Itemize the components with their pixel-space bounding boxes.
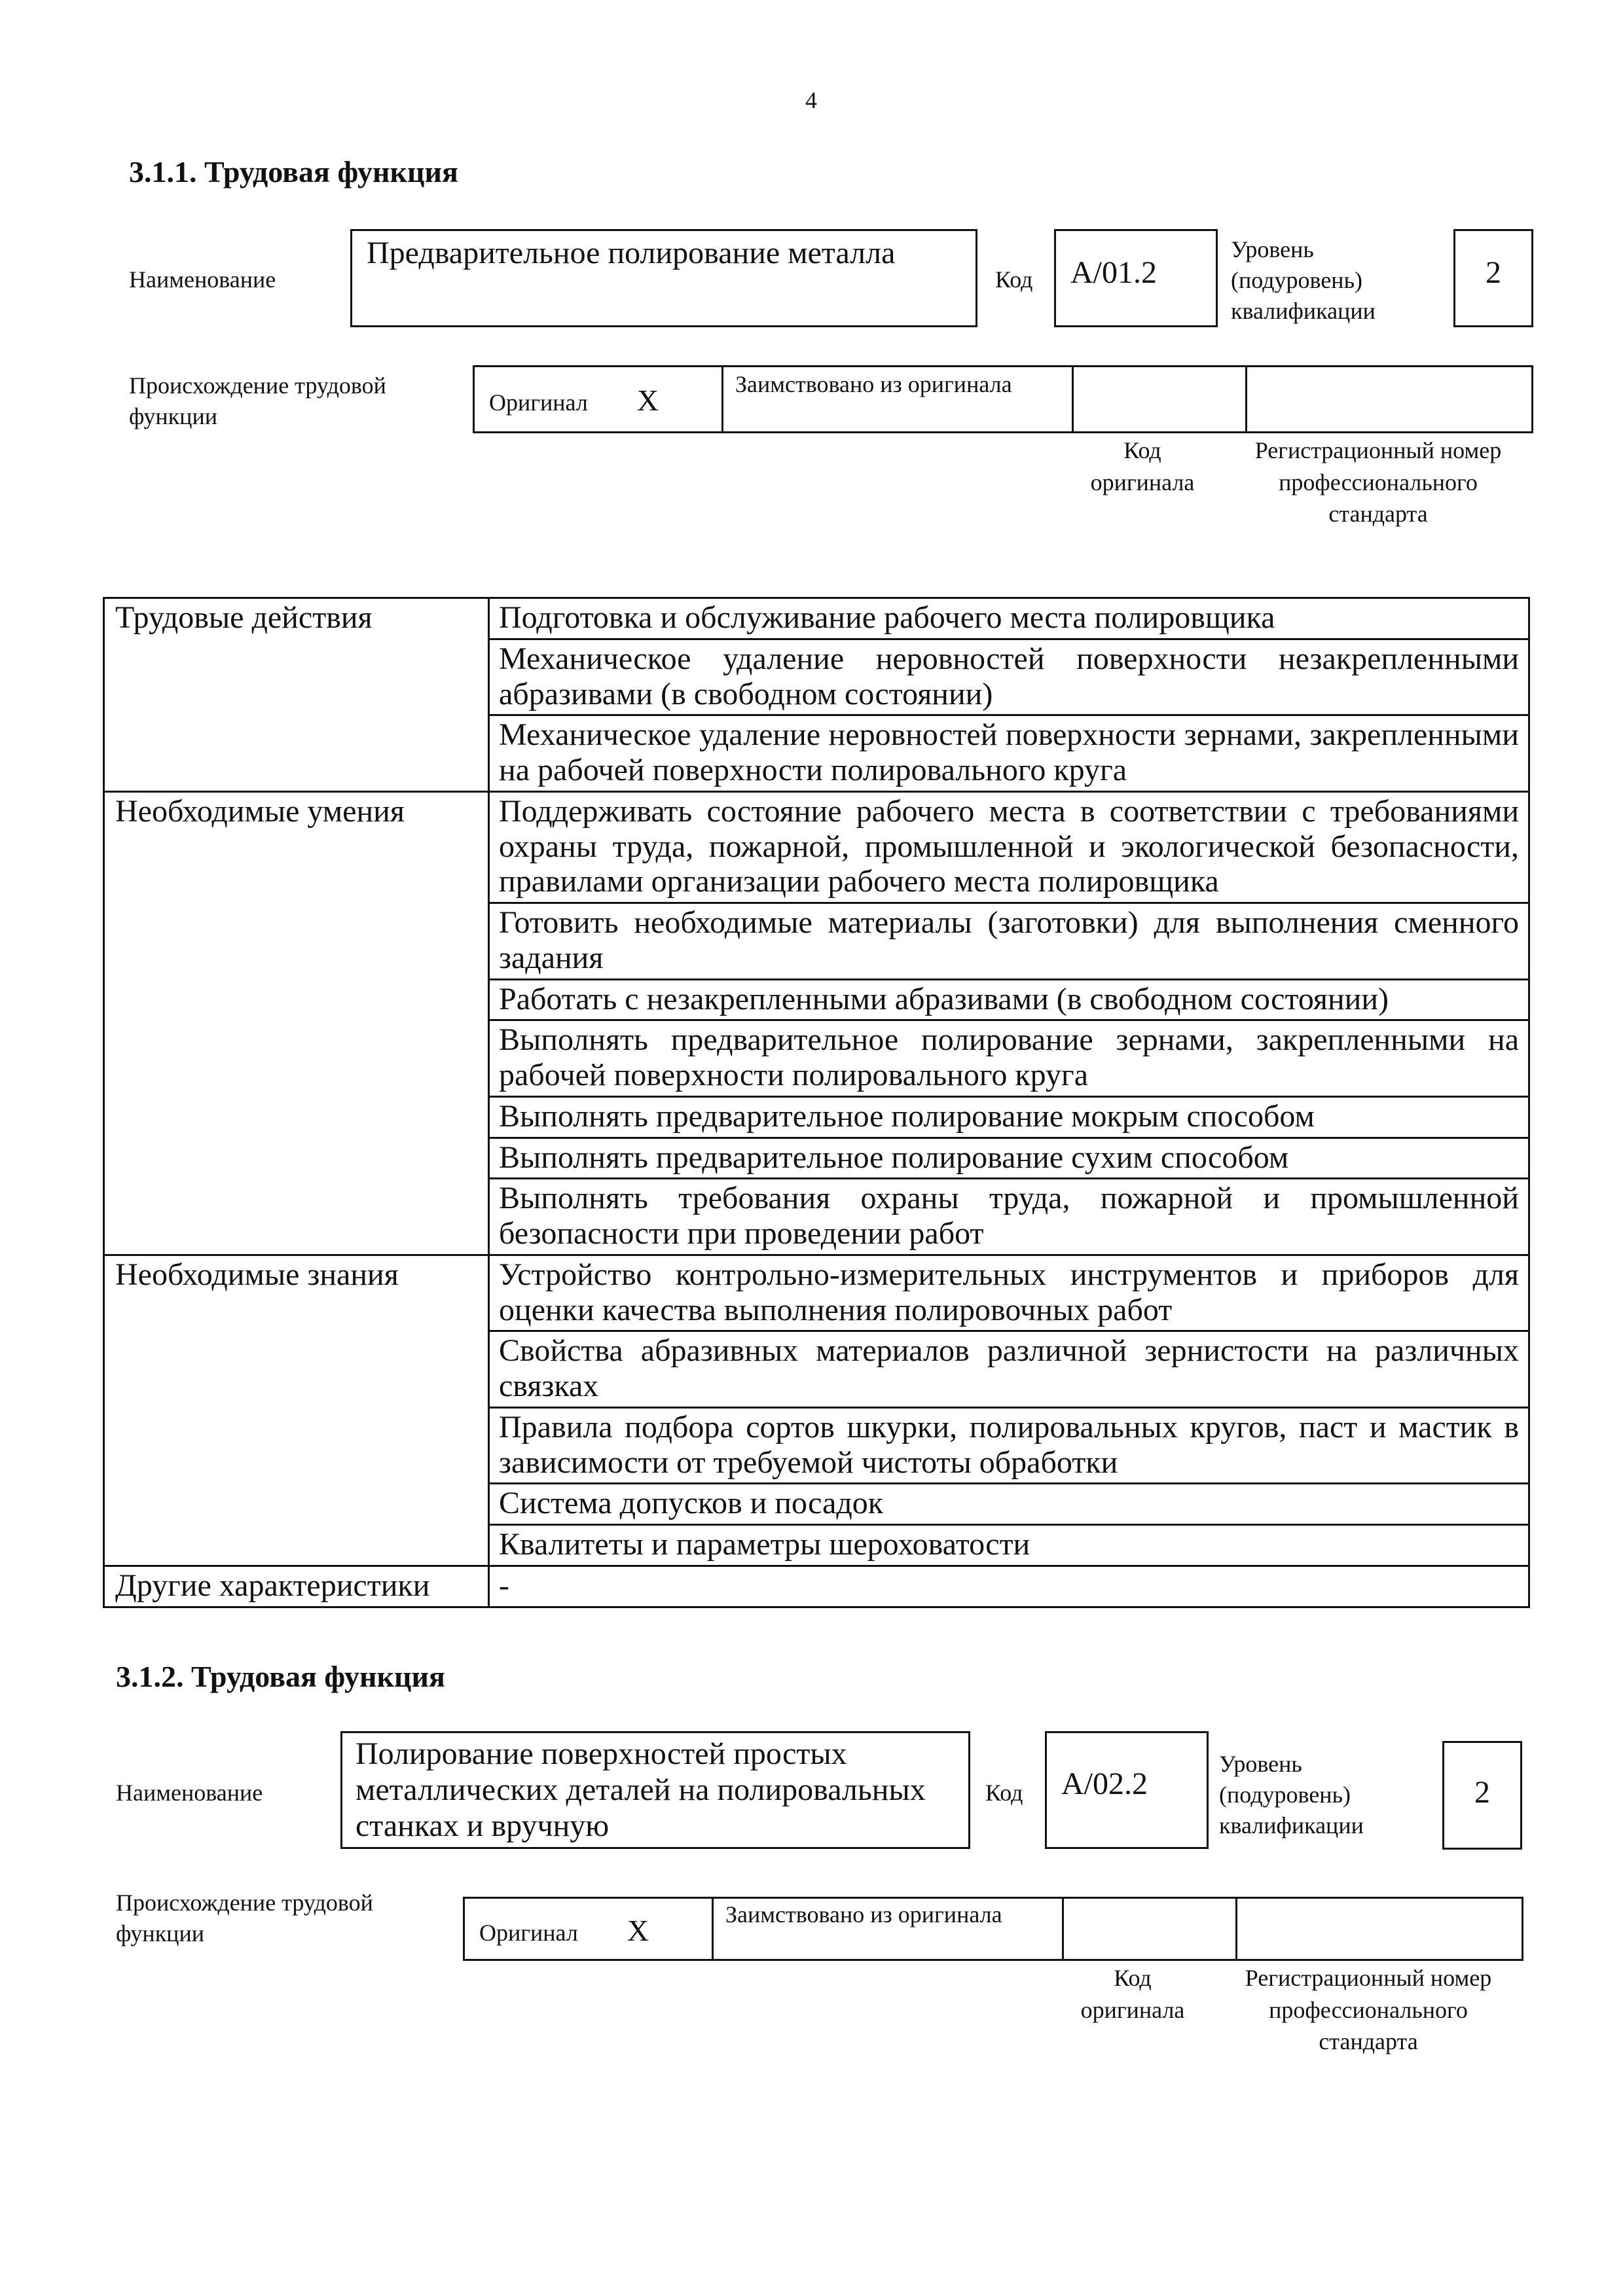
origin-label: Происхождение трудовой функции [129, 372, 386, 429]
table-cell: Правила подбора сортов шкурки, полировальных кругов, паст и мастик в зависимости от требуемой чистоты обработки [489, 1407, 1529, 1484]
level-label: Уровень (подуровень) квалификации [1231, 236, 1376, 324]
function-name-box: Полирование поверхностей простых металлических деталей на полировальных станках и вручную [340, 1731, 970, 1849]
section-heading: 3.1.2. Трудовая функция [116, 1660, 445, 1693]
level-label: Уровень (подуровень) квалификации [1219, 1751, 1364, 1839]
origin-label: Происхождение трудовой функции [116, 1890, 373, 1946]
code-box: А/02.2 [1045, 1731, 1209, 1849]
level-box: 2 [1442, 1741, 1522, 1850]
table-cell: Выполнять требования охраны труда, пожарной и промышленной безопасности при проведении работ [489, 1179, 1529, 1255]
section-heading: 3.1.1. Трудовая функция [129, 155, 458, 188]
original-code-cell [1064, 1899, 1237, 1959]
table-cell: Поддерживать состояние рабочего места в соответствии с требованиями охраны труда, пожарной, промышленной и экологической безопасности, правилами организации рабочего места полировщика [489, 791, 1529, 903]
original-label: Оригинал [479, 1920, 578, 1946]
reg-number-caption: Регистрационный номер профессионального стандарта [1254, 437, 1502, 528]
function-table [103, 597, 1530, 1608]
knowledge-label: Необходимые знания [104, 1255, 489, 1566]
borrowed-label: Заимствовано из оригинала [723, 367, 1074, 431]
original-code-caption: Код оригинала [1080, 1965, 1185, 2023]
table-cell: Система допусков и посадок [489, 1484, 1529, 1525]
reg-number-cell [1237, 1899, 1522, 1959]
table-row [104, 1566, 1529, 1607]
level-box: 2 [1453, 229, 1533, 327]
original-cell [475, 367, 723, 431]
table-cell: Устройство контрольно-измерительных инструментов и приборов для оценки качества выполнения полировочных работ [489, 1255, 1529, 1331]
table-cell: - [489, 1566, 1529, 1607]
table-cell: Выполнять предварительное полирование мокрым способом [489, 1096, 1529, 1138]
table-row [104, 598, 1529, 639]
borrowed-label: Заимствовано из оригинала [714, 1899, 1064, 1959]
table-cell: Подготовка и обслуживание рабочего места полировщика [489, 598, 1529, 639]
skills-label: Необходимые умения [104, 791, 489, 1255]
table-row [104, 791, 1529, 903]
code-label: Код [985, 1780, 1023, 1806]
table-cell: Работать с незакрепленными абразивами (в свободном состоянии) [489, 979, 1529, 1020]
reg-number-cell [1247, 367, 1531, 431]
table-cell: Свойства абразивных материалов различной зернистости на различных связках [489, 1331, 1529, 1408]
function-name-box: Предварительное полирование металла [350, 229, 977, 327]
code-label: Код [995, 266, 1033, 293]
other-label: Другие характеристики [104, 1566, 489, 1607]
table-cell: Выполнять предварительное полирование сухим способом [489, 1138, 1529, 1179]
table-cell: Готовить необходимые материалы (заготовки) для выполнения сменного задания [489, 903, 1529, 980]
original-mark: X [627, 1914, 649, 1947]
original-label: Оригинал [489, 389, 588, 416]
original-cell [465, 1899, 714, 1959]
original-code-cell [1074, 367, 1247, 431]
table-cell: Выполнять предварительное полирование зернами, закрепленными на рабочей поверхности полировального круга [489, 1020, 1529, 1097]
code-box: А/01.2 [1054, 229, 1218, 327]
original-code-caption: Код оригинала [1090, 437, 1195, 495]
name-label: Наименование [129, 266, 276, 293]
page-number: 4 [805, 87, 817, 113]
table-cell: Квалитеты и параметры шероховатости [489, 1525, 1529, 1566]
reg-number-caption: Регистрационный номер профессионального стандарта [1245, 1965, 1492, 2055]
labor-actions-label: Трудовые действия [104, 598, 489, 792]
origin-box [473, 365, 1533, 433]
name-label: Наименование [116, 1780, 263, 1806]
table-row [104, 1255, 1529, 1331]
table-cell: Механическое удаление неровностей поверхности незакрепленными абразивами (в свободном состоянии) [489, 639, 1529, 715]
original-mark: X [636, 384, 659, 417]
origin-box [463, 1897, 1523, 1961]
table-cell: Механическое удаление неровностей поверхности зернами, закрепленными на рабочей поверхности полировального круга [489, 715, 1529, 792]
